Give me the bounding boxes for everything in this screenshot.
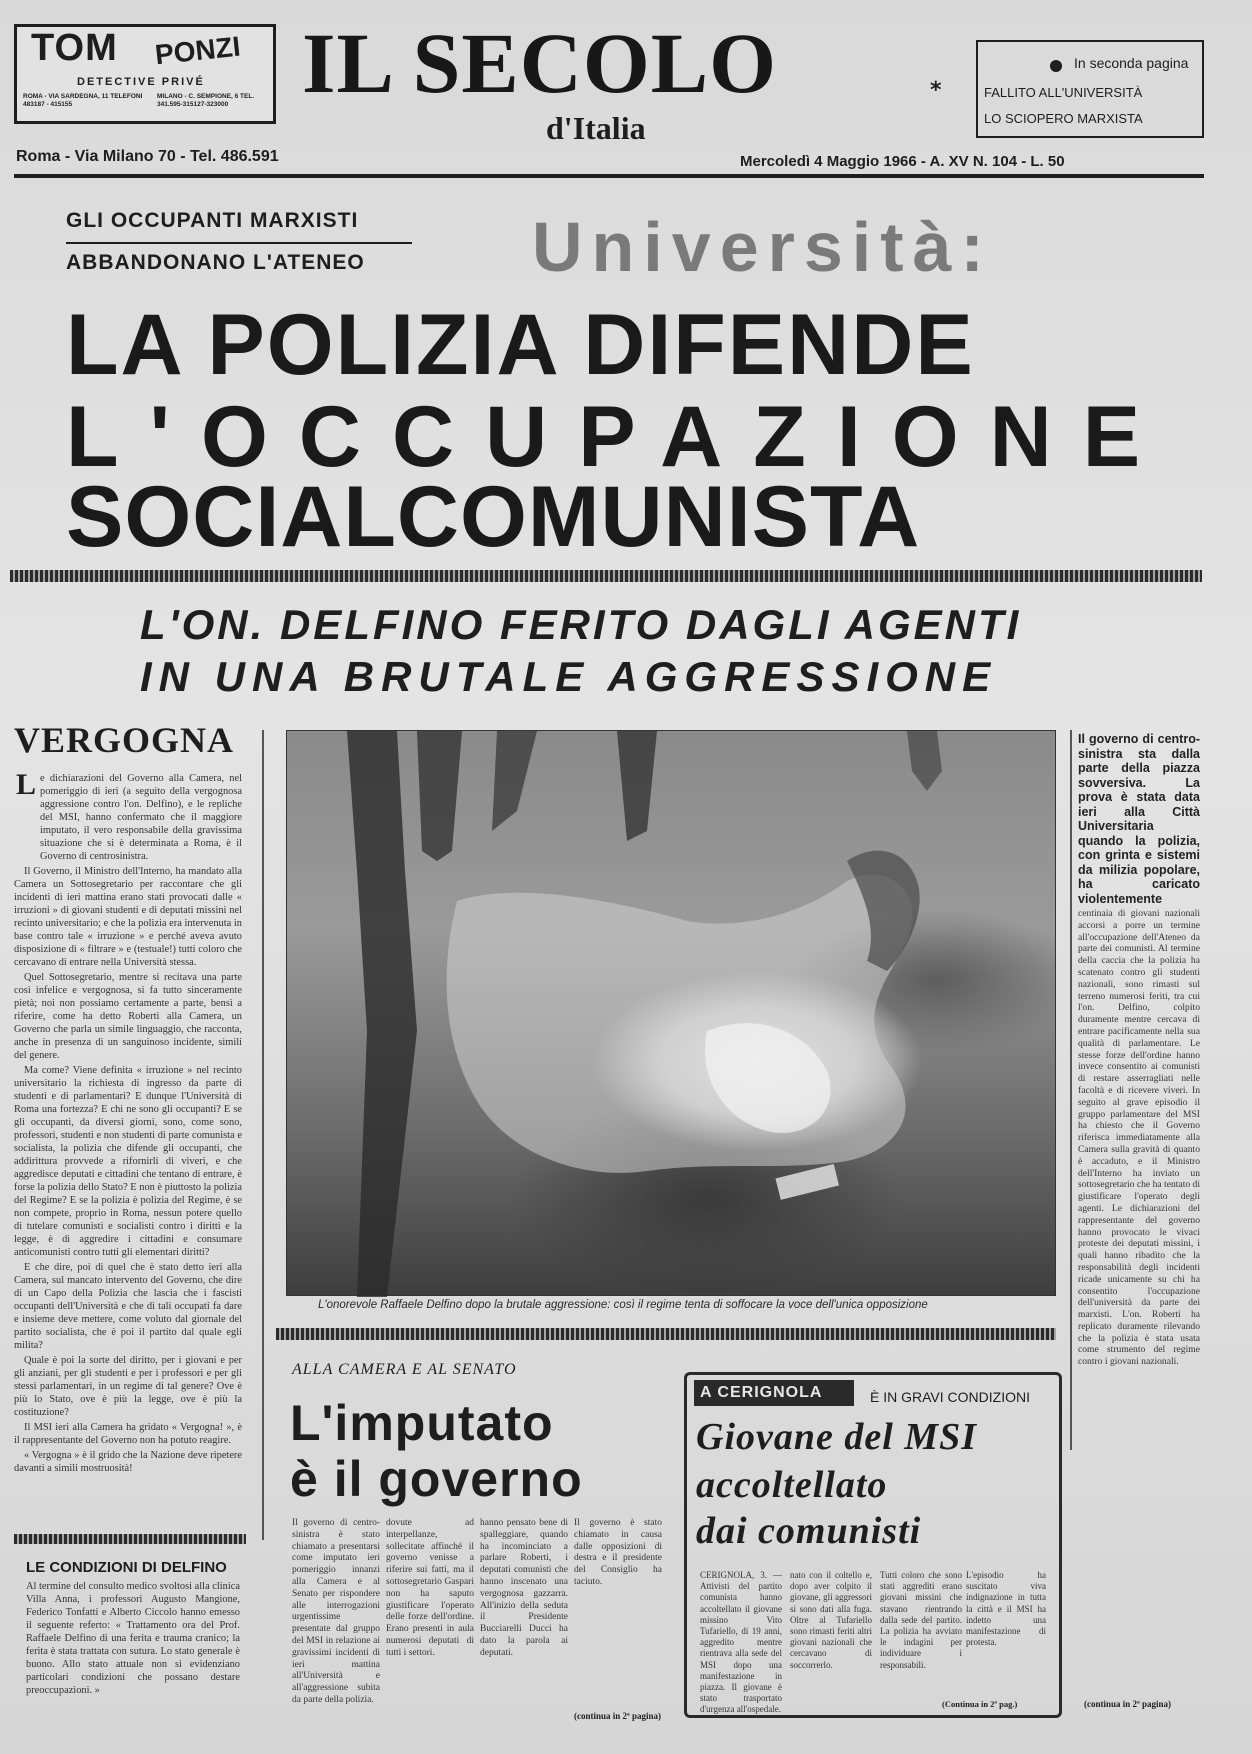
editorial-paragraph: Quel Sottosegretario, mentre si recitava una parte così infelice e vergognosa, si fa tutto sinceramente pietà; noi non possiamo certamente a parte, bensì a riferire, come ha detto Roberti alla Camera, un Governo che parla un simile linguaggio, che racconta, anche in presenza di un sanguinoso incidente, simili del genere. xyxy=(14,972,242,1061)
hatched-divider xyxy=(10,570,1202,582)
camera-column-4: Il governo è stato chiamato in causa dalle opposizioni di destra e il presidente del Consiglio ha taciuto. xyxy=(574,1518,662,1587)
right-column-body: centinaia di giovani nazionali accorsi a porre un termine all'occupazione dell'Ateneo da parte dei comunisti. Al termine della caccia che la polizia ha scatenato contro gli studenti nazionali, sono rimasti sul terreno numerosi feriti, tra cui l'on. Delfino, colpito duramente mentre cercava di entrare pacificamente nella sua qualità di parlamentare. Le stesse forze dell'ordine hanno invece consentito ai comunisti di restare asserragliati nelle facoltà e di ricevere viveri. In seguito al grave episodio il gruppo parlamentare del MSI ha chiesto che il Governo riferisca immediatamente alla Camera sulla gravità di quanto è accaduto, e il Ministro dell'Interno ha inviato un sottosegretario che ha tentato di giustificare l'operato degli agenti. Le dichiarazioni del rappresentante del governo hanno provocato le vivaci proteste dei deputati missini, i quali hanno ribadito che la responsabilità degli incidenti ricade unicamente su chi ha consentito l'occupazione dell'università da parte dei marxisti. L'on. Roberti ha replicato duramente rilevando che la polizia è stata usata come strumento del regime contro i giovani nazionali. xyxy=(1078,908,1201,1368)
camera-column-3: hanno pensato bene di spalleggiare, quando ha incominciato a parlare Roberti, i deputati comunisti che hanno inscenato una vergognosa gazzarra. All'inizio della seduta il Presidente Bucciarelli Ducci ha dato la parola ai deputati. xyxy=(480,1518,568,1658)
ad-address-milan: MILANO - C. SEMPIONE, 6 TEL. 341.595-315127-323000 xyxy=(157,93,255,108)
right-column-lead: Il governo di centro-sinistra sta dalla parte della piazza sovversiva. La prova è stata data ieri alla Città Universitaria quando la polizia, con grinta e sistemi da milizia popolare, ha caricato violentemente xyxy=(1078,732,1200,906)
editorial-paragraph: Quale è poi la sorte del diritto, per i giovani e per gli anziani, per gli studenti e per i professori e per gli stessi parlamentari, in un regime di tal genere? Ove è più lo Stato, ove è più la legge, ove è più la costituzione? xyxy=(14,1355,242,1418)
cerignola-headline-1: Giovane del MSI xyxy=(696,1416,977,1458)
editorial-body xyxy=(14,768,242,1512)
ad-brand-ponzi: PONZI xyxy=(153,30,242,71)
main-headline-3: SOCIALCOMUNISTA xyxy=(66,469,921,565)
masthead-date: Mercoledì 4 Maggio 1966 - A. XV N. 104 - L. 50 xyxy=(740,153,1065,170)
ad-address-rome: ROMA - VIA SARDEGNA, 11 TELEFONI 483187 - 415155 xyxy=(23,93,143,108)
camera-column-1: Il governo di centro-sinistra è stato chiamato a presentarsi come imputato ieri pomeriggio innanzi alla Camera e al Senato per rispondere alle interrogazioni urgentissime presentate dal gruppo del MSI in relazione ai gravissimi incidenti di ieri mattina all'Università e all'aggressione subita da parte della polizia. xyxy=(292,1518,380,1705)
editorial-paragraph: Il MSI ieri alla Camera ha gridato « Vergogna! », è il rappresentante del Governo non ha potuto reagire. xyxy=(14,1422,242,1446)
editorial-paragraph: E che dire, poi di quel che è stato detto ieri alla Camera, sul mancato intervento del Governo, che dire di un Capo della Polizia che lascia che i fascisti occupanti dell'Università e che di tali occupati fa dare e insieme deve mettere, come voluto dal giornale del partito socialista, che è poi il partito dal quale egli milita? xyxy=(14,1262,242,1351)
editorial-paragraph: e dichiarazioni del Governo alla Camera, nel pomeriggio di ieri (a seguito della vergognosa aggressione contro l'on. Delfino), e le repliche del MSI, hanno confermato che il maggiore imputato, il vero responsabile della gravissima situazione che si è determinata a Roma, è il Governo di centrosinistra. xyxy=(40,773,242,862)
second-page-box xyxy=(976,40,1204,138)
photo-figures xyxy=(287,731,1057,1297)
main-headline-1: LA POLIZIA DIFENDE xyxy=(66,297,975,393)
editorial-paragraph: Ma come? Viene definita « irruzione » nel recinto universitario la richiesta di ingresso da parte di studenti e di parlamentari? E dunque l'Università di Roma una fortezza? E chi ne sono gli occupanti? E se gli occupanti, da diversi giorni, sono, come sono, professori, studenti e non studenti di parte comunista e socialista, la polizia che difende gli occupanti, che addirittura provvede a rifornirli di viveri, e che aggredisce deputati e cittadini che tentano di entrare, è forse la polizia dello Stato? E non è piuttosto la polizia del Regime? E se la polizia è polizia del Regime, è se non compete, proprio in Roma, nessun potere quello di tutelare comunisti e socialisti contro i diritti e la legge, è di aggredire i cittadini e consumare anticomunisti contro tutti gli elementari diritti? xyxy=(14,1065,242,1258)
right-column-article xyxy=(1078,732,1200,1652)
cerignola-headline-3: dai comunisti xyxy=(696,1510,922,1552)
editorial-title: VERGOGNA xyxy=(14,720,235,760)
editorial-dropcap: L xyxy=(16,768,37,801)
column-rule-left xyxy=(262,730,264,1540)
cerignola-continued: (Continua in 2ª pag.) xyxy=(942,1699,1018,1709)
column-rule-right xyxy=(1070,730,1072,1450)
masthead-title: IL SECOLO xyxy=(302,15,778,111)
main-section-word: Università: xyxy=(532,208,993,286)
masthead-rule xyxy=(14,174,1204,178)
main-kicker-2: ABBANDONANO L'ATENEO xyxy=(66,251,365,274)
cerignola-headline-2: accoltellato xyxy=(696,1464,888,1506)
bullet-icon xyxy=(1050,60,1062,72)
ad-subtitle: DETECTIVE PRIVÉ xyxy=(77,76,205,88)
advertisement-box xyxy=(14,24,276,124)
camera-column-2: dovute ad interpellanze, sollecitate affinché il governo venisse a riferire sui fatti, ma il sottosegretario Gaspari non ha saputo giustificare l'operato delle forze dell'ordine. Erano presenti in aula numerosi deputati di tutti i settori. xyxy=(386,1518,474,1658)
masthead-address: Roma - Via Milano 70 - Tel. 486.591 xyxy=(16,148,279,165)
news-photo xyxy=(286,730,1056,1296)
cerignola-column-3: Tutti coloro che sono stati aggrediti erano giovani missini che stavano rientrando dalla sede del partito. La polizia ha avviato le indagini per individuare i responsabili. xyxy=(880,1570,962,1670)
kicker-rule xyxy=(66,242,412,244)
editorial-paragraph: Il Governo, il Ministro dell'Interno, ha mandato alla Camera un Sottosegretario per raccontare che gli incidenti di ieri mattina erano stati provocati dalle « irruzioni » di giovani studenti e di deputati missini nel recinto universitario; e che la polizia era intervenuta in base contro tale « irruzione » e perché aveva avuto disposizione di « filtrare » e (testuale!) tutti coloro che cercavano di entrare nella Università stessa. xyxy=(14,866,242,968)
hatched-divider-small xyxy=(14,1534,246,1544)
main-kicker-1: GLI OCCUPANTI MARXISTI xyxy=(66,209,359,232)
hatched-divider-middle xyxy=(276,1328,1056,1340)
sub-headline-2: IN UNA BRUTALE AGGRESSIONE xyxy=(140,653,998,700)
photo-caption: L'onorevole Raffaele Delfino dopo la brutale aggressione: così il regime tenta di soffocare la voce dell'unica opposizione xyxy=(318,1299,928,1311)
conditions-body: Al termine del consulto medico svoltosi alla clinica Villa Anna, i professori Augusto Mangione, Federico Tonfatti e Alberto Ciccolo hanno emesso il seguente referto: « Trattamento ora del Prof. Raffaele Delfino di una ferita e trauma cranico; la ferita è stata trattata con sutura. Lo stato generale è buono. Allo stato attuale non si evidenziano particolari condizioni che possano destare preoccupazioni. » xyxy=(26,1581,240,1696)
cerignola-column-2: nato con il coltello e, dopo aver colpito il giovane, gli aggressori si sono dati alla fuga. Oltre al Tufariello sono rimasti feriti altri giovani nazionali che cercavano di soccorrerlo. xyxy=(790,1570,872,1670)
masthead-subtitle: d'Italia xyxy=(546,110,646,146)
second-page-line-1: FALLITO ALL'UNIVERSITÀ xyxy=(984,85,1143,100)
cerignola-column-4: L'episodio ha suscitato viva indignazione in tutta la città e il MSI ha indetto una manifestazione di protesta. xyxy=(966,1570,1046,1648)
masthead-star-icon: * xyxy=(930,78,942,103)
camera-continued: (continua in 2ª pagina) xyxy=(574,1711,661,1721)
camera-headline-1: L'imputato xyxy=(290,1395,554,1451)
sub-headline-1: L'ON. DELFINO FERITO DAGLI AGENTI xyxy=(140,601,1022,648)
second-page-line-2: LO SCIOPERO MARXISTA xyxy=(984,111,1143,126)
conditions-title: LE CONDIZIONI DI DELFINO xyxy=(26,1559,227,1576)
cerignola-tag: È IN GRAVI CONDIZIONI xyxy=(870,1389,1030,1405)
main-headline-2: L'OCCUPAZIONE xyxy=(66,389,1172,485)
cerignola-column-1: CERIGNOLA, 3. — Attivisti del partito comunista hanno accoltellato il giovane missino Vito Tufariello, di 19 anni, aggredito mentre rientrava alla sede del MSI dopo una manifestazione in piazza. Il giovane è stato trasportato d'urgenza all'ospedale. xyxy=(700,1570,782,1715)
cerignola-label: A CERIGNOLA xyxy=(694,1380,854,1406)
camera-kicker: ALLA CAMERA E AL SENATO xyxy=(292,1361,517,1378)
right-column-continued: (continua in 2ª pagina) xyxy=(1084,1699,1171,1709)
ad-brand-tom: TOM xyxy=(31,27,118,69)
second-page-heading: In seconda pagina xyxy=(1074,55,1189,71)
editorial-paragraph: « Vergogna » è il grido che la Nazione deve ripetere davanti a simili mostruosità! xyxy=(14,1450,242,1474)
camera-headline-2: è il governo xyxy=(290,1451,583,1507)
